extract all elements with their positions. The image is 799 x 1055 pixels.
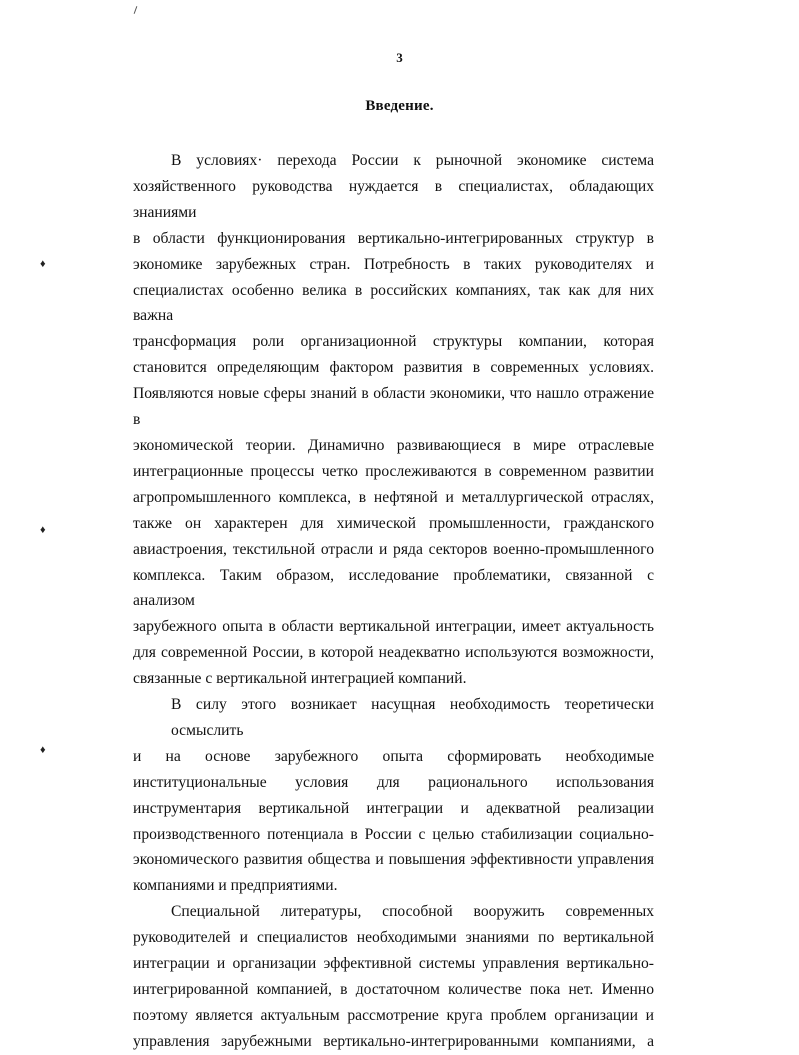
text-line: также он характерен для химической промышленности, гражданского xyxy=(133,514,654,532)
text-line: институциональные условия для рационального использования xyxy=(133,773,654,791)
text-line: Специальной литературы, способной вооружить современных xyxy=(171,903,654,921)
text-line: интеграции и организации эффективной системы управления вертикально- xyxy=(133,955,654,973)
text-line: интегрированной компанией, в достаточном количестве пока нет. Именно xyxy=(133,981,654,998)
body-text xyxy=(133,148,654,1055)
paragraph xyxy=(133,148,654,692)
text-line: руководителей и специалистов необходимыми знаниями по вертикальной xyxy=(133,929,654,947)
text-line: зарубежного опыта в области вертикальной интеграции, имеет актуальность xyxy=(133,618,654,636)
text-line: специалистах особенно велика в российских компаниях, так как для них важна xyxy=(133,281,654,325)
text-line: агропромышленного комплекса, в нефтяной и металлургической отраслях, xyxy=(133,488,654,506)
margin-punch-mark: ♦ xyxy=(40,524,46,536)
text-line: хозяйственного руководства нуждается в специалистах, обладающих знаниями xyxy=(133,177,654,221)
section-heading: Введение. xyxy=(365,98,434,114)
text-line: производственного потенциала в России с целью стабилизации социально- xyxy=(133,825,654,843)
text-line: становится определяющим фактором развития в современных условиях. xyxy=(133,359,654,377)
text-line: инструментария вертикальной интеграции и адекватной реализации xyxy=(133,799,654,817)
text-line: комплекса. Таким образом, исследование проблематики, связанной с анализом xyxy=(133,566,654,610)
text-line: управления зарубежными вертикально-интегрированными компаниями, а xyxy=(133,1032,654,1050)
text-line: интеграционные процессы четко прослеживаются в современном развитии xyxy=(133,462,654,480)
margin-punch-mark: ♦ xyxy=(40,744,46,756)
text-line: Появляются новые сферы знаний в области экономики, что нашло отражение в xyxy=(133,385,654,429)
page-number: 3 xyxy=(396,50,403,65)
text-line: В условиях· перехода России к рыночной экономике система xyxy=(171,152,654,169)
paragraph xyxy=(133,692,654,899)
text-line: в области функционирования вертикально-интегрированных структур в xyxy=(133,229,654,247)
text-line: экономической теории. Динамично развивающиеся в мире отраслевые xyxy=(133,436,654,454)
text-line: для современной России, в которой неадекватно используются возможности, xyxy=(133,644,654,662)
text-line: авиастроения, текстильной отрасли и ряда секторов военно-промышленного xyxy=(133,540,654,558)
text-line: трансформация роли организационной структуры компании, которая xyxy=(133,333,654,351)
margin-punch-mark: ♦ xyxy=(40,258,46,270)
paragraph xyxy=(133,899,654,1054)
text-line: и на основе зарубежного опыта сформировать необходимые xyxy=(133,747,654,765)
scan-artifact-mark xyxy=(134,6,138,14)
text-line: В силу этого возникает насущная необходимость теоретически осмыслить xyxy=(171,696,654,739)
text-line: экономике зарубежных стран. Потребность в таких руководителях и xyxy=(133,255,654,273)
text-line: поэтому является актуальным рассмотрение круга проблем организации и xyxy=(133,1006,654,1024)
text-line: экономического развития общества и повышения эффективности управления xyxy=(133,851,654,869)
text-line: компаниями и предприятиями. xyxy=(133,877,338,895)
text-line: связанные с вертикальной интеграцией компаний. xyxy=(133,670,467,688)
